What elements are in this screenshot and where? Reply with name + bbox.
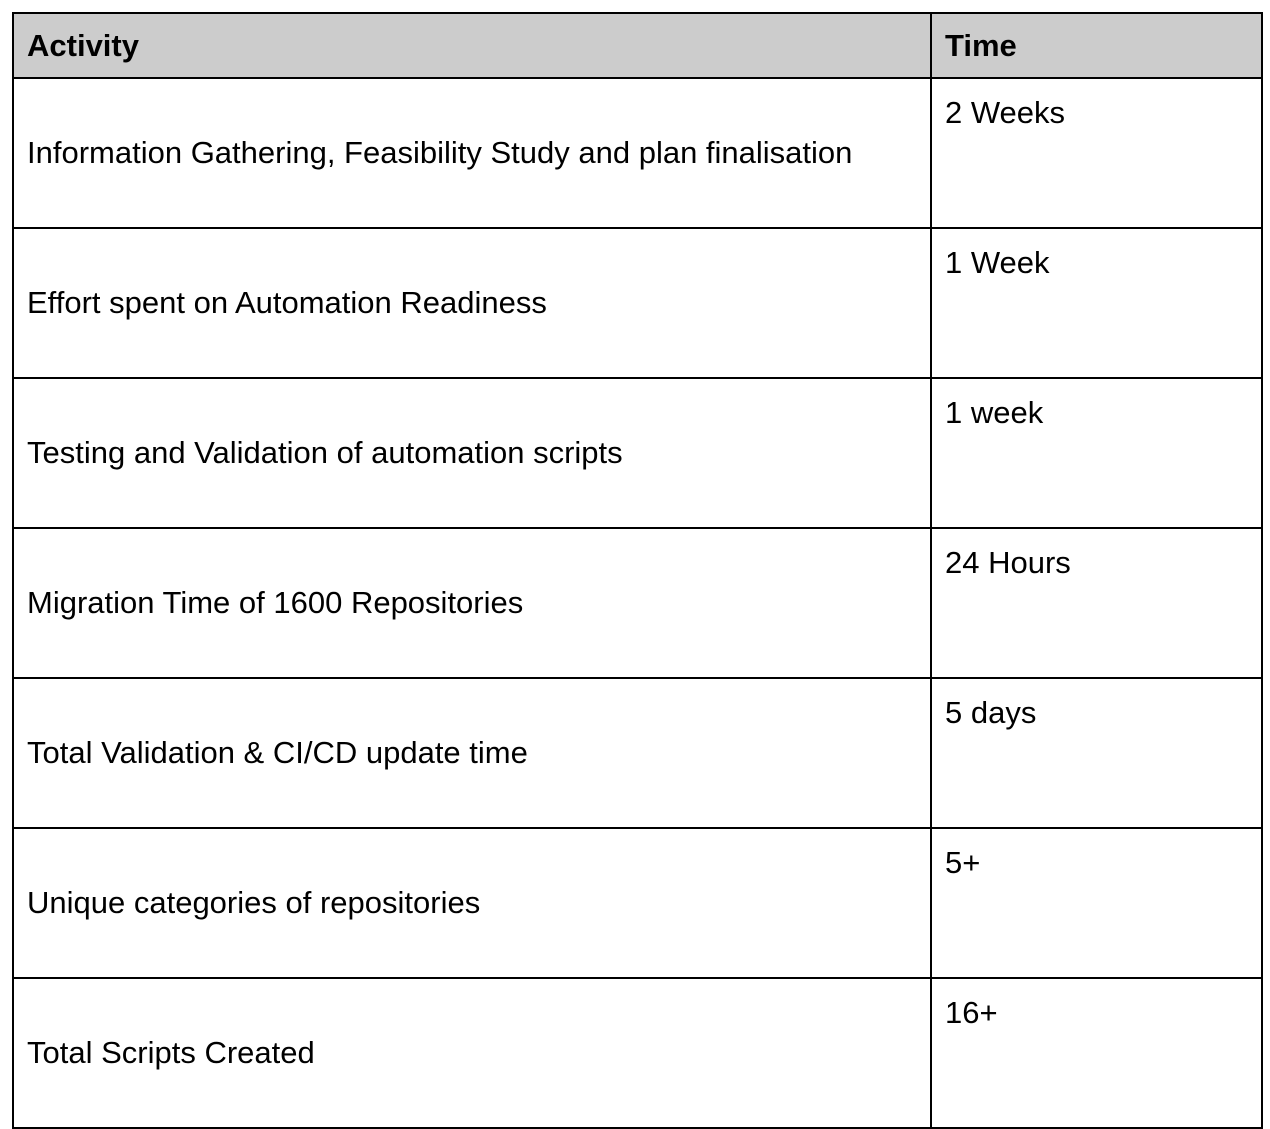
table-row xyxy=(13,978,1262,1128)
activity-cell: Testing and Validation of automation scripts xyxy=(13,378,931,528)
time-cell: 1 Week xyxy=(931,228,1262,378)
activity-cell: Migration Time of 1600 Repositories xyxy=(13,528,931,678)
table-row xyxy=(13,378,1262,528)
header-row xyxy=(13,13,1262,78)
table-row xyxy=(13,78,1262,228)
activity-time-table xyxy=(12,12,1263,1129)
time-cell: 2 Weeks xyxy=(931,78,1262,228)
table-row xyxy=(13,228,1262,378)
header-activity: Activity xyxy=(13,13,931,78)
activity-cell: Total Scripts Created xyxy=(13,978,931,1128)
activity-cell: Unique categories of repositories xyxy=(13,828,931,978)
activity-cell: Information Gathering, Feasibility Study and plan finalisation xyxy=(13,78,931,228)
time-cell: 1 week xyxy=(931,378,1262,528)
activity-cell: Total Validation & CI/CD update time xyxy=(13,678,931,828)
table-row xyxy=(13,528,1262,678)
time-cell: 5 days xyxy=(931,678,1262,828)
activity-cell: Effort spent on Automation Readiness xyxy=(13,228,931,378)
time-cell: 24 Hours xyxy=(931,528,1262,678)
time-cell: 16+ xyxy=(931,978,1262,1128)
time-cell: 5+ xyxy=(931,828,1262,978)
table-row xyxy=(13,828,1262,978)
table-row xyxy=(13,678,1262,828)
header-time: Time xyxy=(931,13,1262,78)
